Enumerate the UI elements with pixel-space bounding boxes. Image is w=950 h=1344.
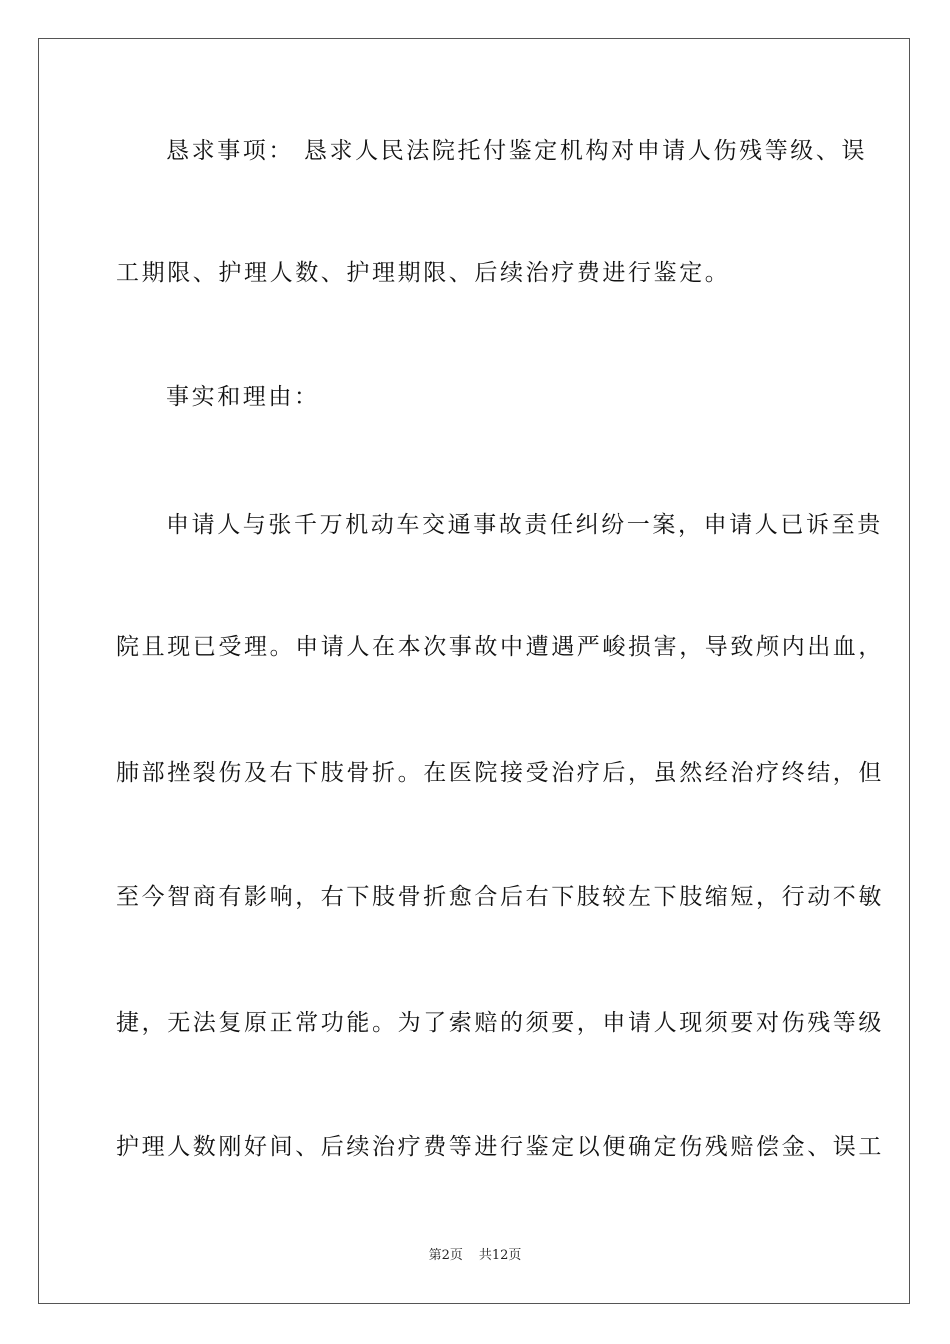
body-paragraph-line-2: 院且现已受理。申请人在本次事故中遭遇严峻损害，导致颅内出血， [116,634,884,660]
page-border [38,38,910,1304]
body-paragraph-line-1: 申请人与张千万机动车交通事故责任纠纷一案，申请人已诉至贵 [166,512,883,538]
page-number: 第2页 [428,1248,463,1263]
page-footer [0,1247,950,1265]
body-paragraph-line-3: 肺部挫裂伤及右下肢骨折。在医院接受治疗后，虽然经治疗终结，但 [116,760,884,786]
facts-reasons-heading: 事实和理由： [166,384,320,410]
request-items-line-1: 恳求事项： 恳求人民法院托付鉴定机构对申请人伤残等级、误 [166,138,868,164]
body-paragraph-line-5: 捷，无法复原正常功能。为了索赔的须要，申请人现须要对伤残等级 [116,1010,884,1036]
body-paragraph-line-6: 护理人数刚好间、后续治疗费等进行鉴定以便确定伤残赔偿金、误工 [116,1134,884,1160]
total-pages: 共12页 [478,1248,522,1263]
request-items-line-2: 工期限、护理人数、护理期限、后续治疗费进行鉴定。 [116,260,731,286]
body-paragraph-line-4: 至今智商有影响，右下肢骨折愈合后右下肢较左下肢缩短，行动不敏 [116,884,884,910]
